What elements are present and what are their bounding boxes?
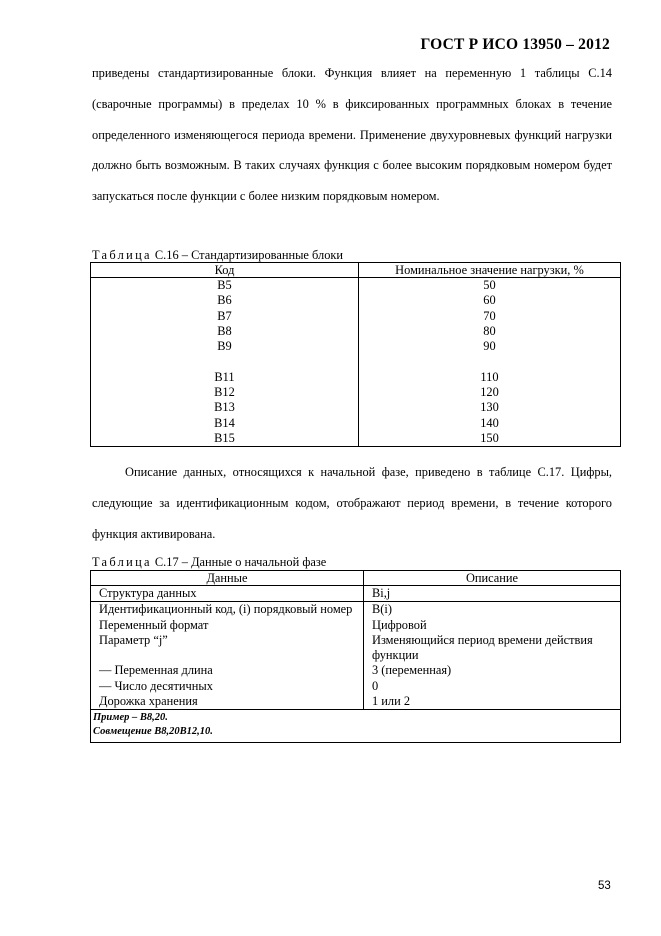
cell-description: B(i): [364, 602, 621, 618]
table-row: [91, 633, 621, 664]
table-row: [91, 278, 621, 294]
cell-code: B13: [91, 400, 359, 415]
cell-data: Переменный формат: [91, 618, 364, 633]
table-row: [91, 370, 621, 385]
page-number: 53: [598, 880, 611, 892]
document-header: ГОСТ Р ИСО 13950 – 2012: [420, 36, 610, 53]
cell-load-value: 60: [359, 293, 621, 308]
table-row: [91, 309, 621, 324]
caption-text: С.17 – Данные о начальной фазе: [154, 555, 327, 569]
column-header-load: Номинальное значение нагрузки, %: [359, 263, 621, 278]
table-row: [91, 339, 621, 354]
table-standard-blocks: [90, 262, 621, 447]
note-example: Пример – B8,20.: [93, 712, 168, 724]
cell-code: B15: [91, 431, 359, 447]
cell-load-value: 110: [359, 370, 621, 385]
cell-load-value: 140: [359, 416, 621, 431]
cell-code: B11: [91, 370, 359, 385]
table-row: [91, 663, 621, 678]
cell-data: Структура данных: [91, 586, 364, 602]
cell-load-value: 120: [359, 385, 621, 400]
table-row: [91, 400, 621, 415]
cell-data: — Число десятичных: [91, 679, 364, 694]
table-row: [91, 293, 621, 308]
table-row: [91, 354, 621, 369]
cell-code: [91, 354, 359, 369]
table-row: [91, 679, 621, 694]
table-note: [91, 710, 621, 743]
cell-code: B7: [91, 309, 359, 324]
cell-description: Bi,j: [364, 586, 621, 602]
cell-data: Идентификационный код, (i) порядковый номер: [91, 602, 364, 618]
table-row: [91, 324, 621, 339]
cell-data: — Переменная длина: [91, 663, 364, 678]
cell-load-value: 150: [359, 431, 621, 447]
table-row: [91, 618, 621, 633]
table-row: [91, 416, 621, 431]
cell-code: B6: [91, 293, 359, 308]
column-header-code: Код: [91, 263, 359, 278]
cell-code: B8: [91, 324, 359, 339]
caption-label: Таблица: [92, 248, 152, 262]
cell-load-value: 50: [359, 278, 621, 294]
cell-description: Цифровой: [364, 618, 621, 633]
cell-load-value: [359, 354, 621, 369]
caption-label: Таблица: [92, 555, 152, 569]
cell-code: B12: [91, 385, 359, 400]
table-17-caption: [92, 555, 326, 569]
cell-load-value: 130: [359, 400, 621, 415]
cell-data: Параметр “j”: [91, 633, 364, 664]
cell-description: 3 (переменная): [364, 663, 621, 678]
cell-description: Изменяющийся период времени действия функции: [364, 633, 621, 664]
cell-data: Дорожка хранения: [91, 694, 364, 710]
table-row: [91, 431, 621, 447]
cell-load-value: 70: [359, 309, 621, 324]
table-row: [91, 385, 621, 400]
column-header-description: Описание: [364, 571, 621, 586]
cell-code: B14: [91, 416, 359, 431]
table-row: [91, 694, 621, 710]
table-initial-phase-data: [90, 570, 621, 743]
table-row: [91, 586, 621, 602]
column-header-data: Данные: [91, 571, 364, 586]
cell-load-value: 90: [359, 339, 621, 354]
table-16-caption: [92, 248, 343, 262]
paragraph-description: Описание данных, относящихся к начальной фазе, приведено в таблице С.17. Цифры, следующие за идентификационным кодом, отображают период времени, в течение которого функция активирована.: [92, 465, 612, 541]
table-row: [91, 602, 621, 618]
cell-code: B9: [91, 339, 359, 354]
cell-description: 1 или 2: [364, 694, 621, 710]
paragraph-intro: приведены стандартизированные блоки. Функция влияет на переменную 1 таблицы С.14 (сварочные программы) в пределах 10 % в фиксированных программных блоках в течение определенного изменяющегося периода времени. Применение двухуровневых функций нагрузки должно быть возможным. В таких случаях функция с более высоким порядковым номером будет запускаться после функции с более низким порядковым номером.: [92, 66, 612, 204]
note-combination: Совмещение B8,20B12,10.: [93, 726, 213, 738]
cell-code: B5: [91, 278, 359, 294]
cell-load-value: 80: [359, 324, 621, 339]
cell-description: 0: [364, 679, 621, 694]
caption-text: С.16 – Стандартизированные блоки: [154, 248, 344, 262]
